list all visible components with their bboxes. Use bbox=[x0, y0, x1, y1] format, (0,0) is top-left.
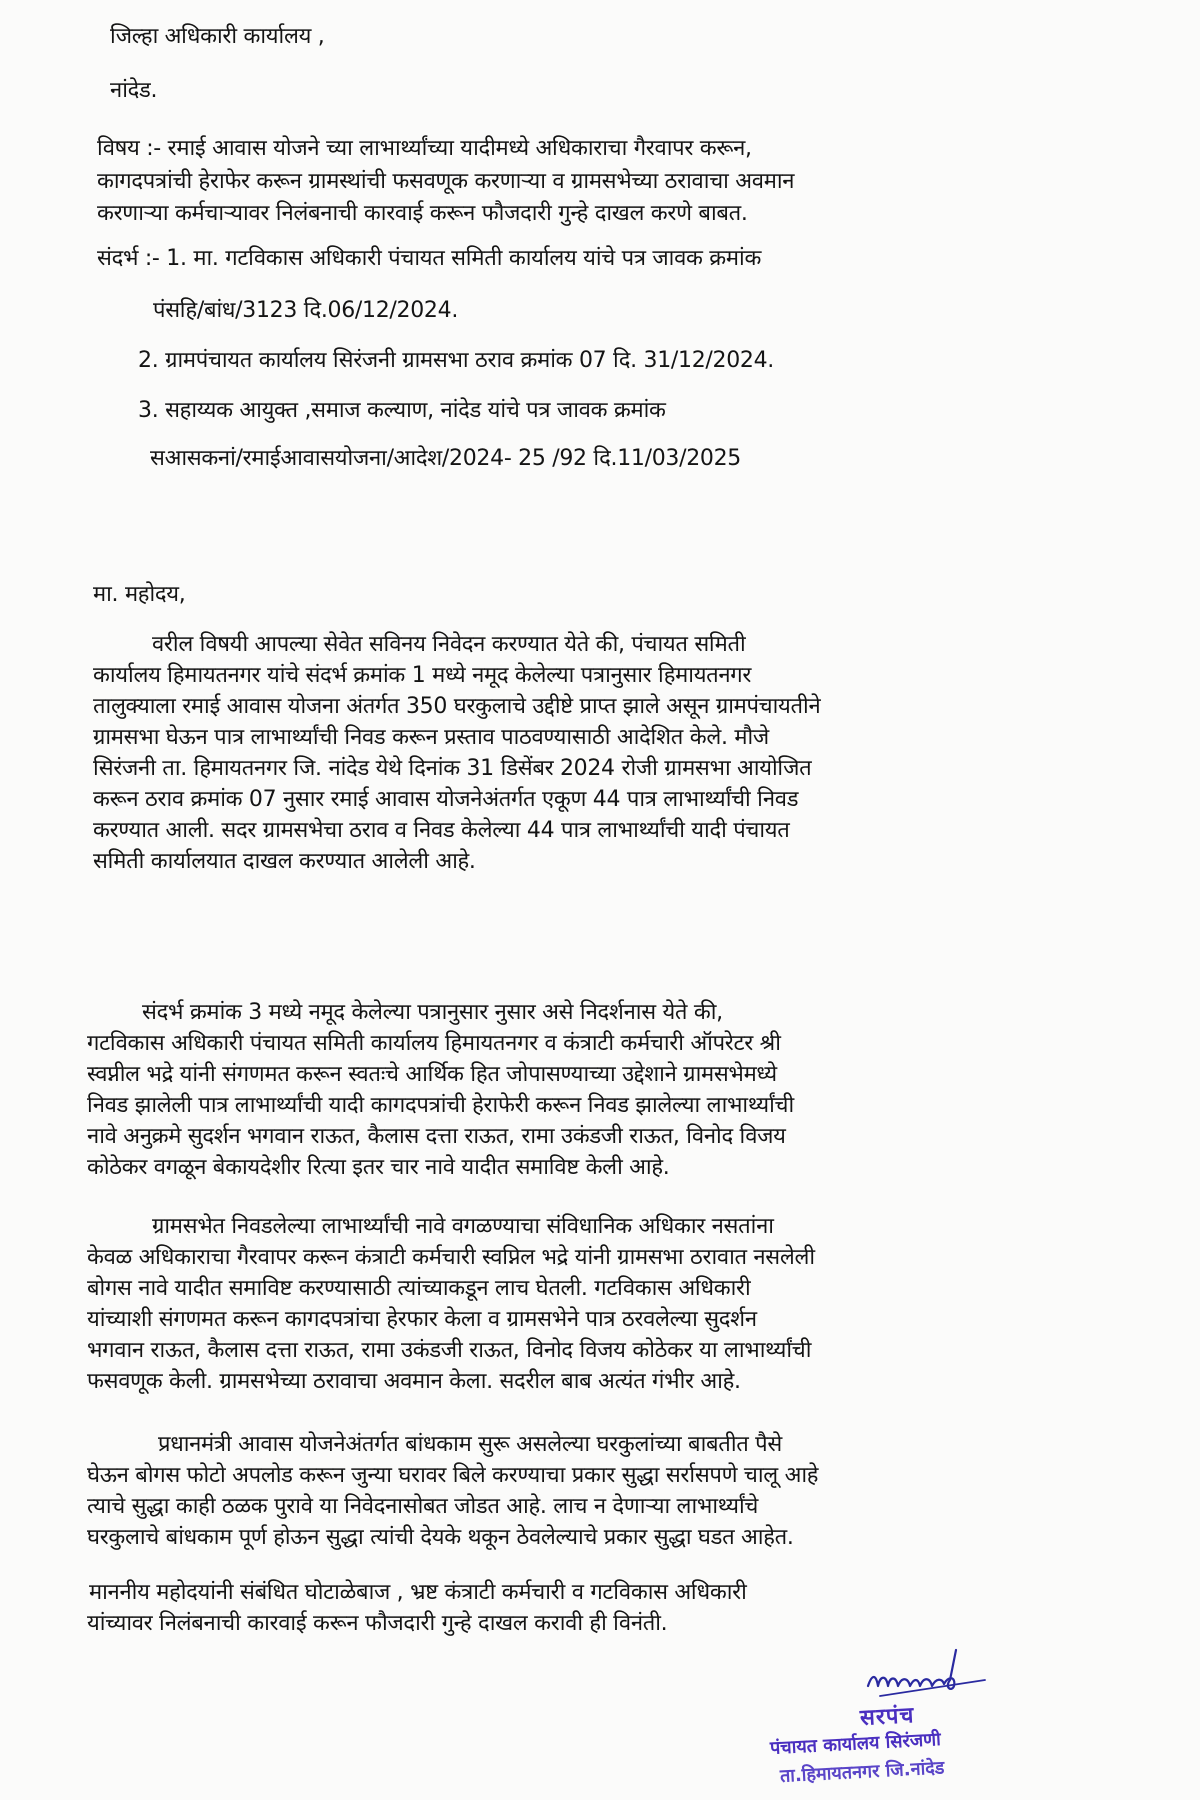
paragraph-2-line: गटविकास अधिकारी पंचायत समिती कार्यालय हिमायतनगर व कंत्राटी कर्मचारी ऑपरेटर श्री bbox=[87, 1031, 781, 1056]
reference-2: 2. ग्रामपंचायत कार्यालय सिरंजनी ग्रामसभा ठराव क्रमांक 07 दि. 31/12/2024. bbox=[138, 348, 774, 373]
paragraph-1-line: ग्रामसभा घेऊन पात्र लाभार्थ्यांची निवड करून प्रस्ताव पाठवण्यासाठी आदेशित केले. मौजे bbox=[93, 725, 769, 750]
addressee-line-1: जिल्हा अधिकारी कार्यालय , bbox=[110, 24, 325, 49]
paragraph-3-line: ग्रामसभेत निवडलेल्या लाभार्थ्यांची नावे वगळण्याचा संविधानिक अधिकार नसतांना bbox=[152, 1214, 774, 1239]
stamp-office-line: पंचायत कार्यालय सिरंजणी bbox=[769, 1729, 942, 1759]
paragraph-2-line: कोठेकर वगळून बेकायदेशीर रित्या इतर चार नावे यादीत समाविष्ट केली आहे. bbox=[87, 1155, 670, 1180]
paragraph-2-line: निवड झालेली पात्र लाभार्थ्यांची यादी कागदपत्रांची हेराफेरी करून निवड झालेल्या लाभार्थ्यांची bbox=[87, 1093, 794, 1118]
reference-1-line-1: संदर्भ :- 1. मा. गटविकास अधिकारी पंचायत समिती कार्यालय यांचे पत्र जावक क्रमांक bbox=[97, 246, 762, 271]
signature-block bbox=[760, 1640, 1060, 1800]
paragraph-1-line: समिती कार्यालयात दाखल करण्यात आलेली आहे. bbox=[93, 849, 476, 874]
paragraph-4-line: घरकुलाचे बांधकाम पूर्ण होऊन सुद्धा त्यांची देयके थकून ठेवलेल्याचे प्रकार सुद्धा घडत आहेत. bbox=[87, 1525, 794, 1550]
closing-request-line: माननीय महोदयांनी संबंधित घोटाळेबाज , भ्रष्ट कंत्राटी कर्मचारी व गटविकास अधिकारी bbox=[89, 1580, 747, 1605]
reference-3-line-2: सआसकनां/रमाईआवासयोजना/आदेश/2024- 25 /92 दि.11/03/2025 bbox=[150, 446, 742, 471]
paragraph-3-line: बोगस नावे यादीत समाविष्ट करण्यासाठी त्यांच्याकडून लाच घेतली. गटविकास अधिकारी bbox=[87, 1276, 751, 1301]
subject-line-3: करणाऱ्या कर्मचाऱ्यावर निलंबनाची कारवाई करून फौजदारी गुन्हे दाखल करणे बाबत. bbox=[97, 201, 748, 226]
paragraph-4-line: प्रधानमंत्री आवास योजनेअंतर्गत बांधकाम सुरू असलेल्या घरकुलांच्या बाबतीत पैसे bbox=[158, 1432, 782, 1457]
stamp-location-line: ता.हिमायतनगर जि.नांदेड bbox=[779, 1757, 945, 1787]
paragraph-1-line: करून ठराव क्रमांक 07 नुसार रमाई आवास योजनेअंतर्गत एकूण 44 पात्र लाभार्थ्यांची निवड bbox=[93, 787, 799, 812]
paragraph-1-line: तालुक्याला रमाई आवास योजना अंतर्गत 350 घरकुलाचे उद्दीष्टे प्राप्त झाले असून ग्रामपंचायतीने bbox=[93, 694, 821, 719]
paragraph-3-line: भगवान राऊत, कैलास दत्ता राऊत, रामा उकंडजी राऊत, विनोद विजय कोठेकर या लाभार्थ्यांची bbox=[87, 1338, 812, 1363]
closing-request-line: यांच्यावर निलंबनाची कारवाई करून फौजदारी गुन्हे दाखल करावी ही विनंती. bbox=[87, 1611, 668, 1636]
paragraph-2-line: स्वप्नील भद्रे यांनी संगणमत करून स्वतःचे आर्थिक हित जोपासण्याच्या उद्देशाने ग्रामसभेमध्ये bbox=[87, 1062, 777, 1087]
paragraph-2-line: संदर्भ क्रमांक 3 मध्ये नमूद केलेल्या पत्रानुसार नुसार असे निदर्शनास येते की, bbox=[142, 1000, 723, 1025]
paragraph-1-line: सिरंजनी ता. हिमायतनगर जि. नांदेड येथे दिनांक 31 डिसेंबर 2024 रोजी ग्रामसभा आयोजित bbox=[93, 756, 812, 781]
reference-1-line-2: पंसहि/बांध/3123 दि.06/12/2024. bbox=[153, 298, 459, 323]
paragraph-1-line: करण्यात आली. सदर ग्रामसभेचा ठराव व निवड केलेल्या 44 पात्र लाभार्थ्यांची यादी पंचायत bbox=[93, 818, 790, 843]
paragraph-4-line: घेऊन बोगस फोटो अपलोड करून जुन्या घरावर बिले करण्याचा प्रकार सुद्धा सर्रासपणे चालू आहे bbox=[87, 1463, 819, 1488]
subject-line-2: कागदपत्रांची हेराफेर करून ग्रामस्थांची फसवणूक करणाऱ्या व ग्रामसभेच्या ठरावाचा अवमान bbox=[97, 169, 795, 194]
subject-line-1: विषय :- रमाई आवास योजने च्या लाभार्थ्यांच्या यादीमध्ये अधिकाराचा गैरवापर करून, bbox=[97, 136, 752, 161]
paragraph-4-line: त्याचे सुद्धा काही ठळक पुरावे या निवेदनासोबत जोडत आहे. लाच न देणाऱ्या लाभार्थ्यांचे bbox=[87, 1494, 759, 1519]
paragraph-2-line: नावे अनुक्रमे सुदर्शन भगवान राऊत, कैलास दत्ता राऊत, रामा उकंडजी राऊत, विनोद विजय bbox=[87, 1124, 786, 1149]
paragraph-3-line: केवळ अधिकाराचा गैरवापर करून कंत्राटी कर्मचारी स्वप्निल भद्रे यांनी ग्रामसभा ठरावात नसलेली bbox=[87, 1245, 815, 1270]
paragraph-1-line: वरील विषयी आपल्या सेवेत सविनय निवेदन करण्यात येते की, पंचायत समिती bbox=[152, 632, 746, 657]
salutation: मा. महोदय, bbox=[93, 582, 186, 607]
paragraph-3-line: यांच्याशी संगणमत करून कागदपत्रांचा हेरफार केला व ग्रामसभेने पात्र ठरवलेल्या सुदर्शन bbox=[87, 1307, 757, 1332]
paragraph-1-line: कार्यालय हिमायतनगर यांचे संदर्भ क्रमांक 1 मध्ये नमूद केलेल्या पत्रानुसार हिमायतनगर bbox=[93, 663, 752, 688]
paragraph-3-line: फसवणूक केली. ग्रामसभेच्या ठरावाचा अवमान केला. सदरील बाब अत्यंत गंभीर आहे. bbox=[87, 1369, 741, 1394]
stamp-title: सरपंच bbox=[859, 1703, 916, 1731]
addressee-line-2: नांदेड. bbox=[110, 78, 158, 103]
reference-3-line-1: 3. सहाय्यक आयुक्त ,समाज कल्याण, नांदेड यांचे पत्र जावक क्रमांक bbox=[138, 398, 666, 423]
handwritten-signature bbox=[860, 1646, 990, 1706]
